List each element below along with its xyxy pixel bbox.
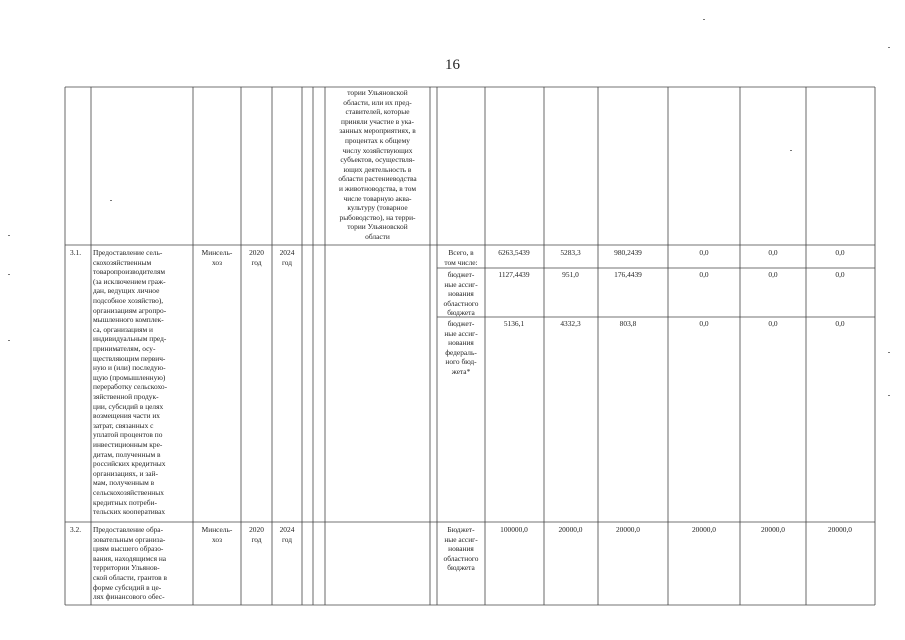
scan-speck: [110, 200, 112, 201]
funding-value: 20000,0: [691, 525, 717, 534]
text-line: зовательным организа-: [93, 534, 166, 544]
funding-value: 0,0: [768, 248, 778, 257]
funding-value: 803,8: [619, 319, 637, 328]
text-line: бюджет-: [447, 270, 475, 279]
text-line: Предоставление сель-: [93, 248, 163, 257]
funding-value: 5283,3: [560, 248, 581, 257]
text-line: год: [251, 534, 262, 544]
text-line: бюджета: [447, 563, 475, 573]
text-line: ную и (или) последую-: [93, 363, 166, 373]
text-line: приняли участие в ука-: [341, 116, 414, 126]
text-line: ющих деятельность в: [343, 164, 412, 174]
text-line: числе товарную аква-: [343, 193, 412, 203]
text-line: Всего, в: [448, 248, 474, 257]
text-line: области, или их пред-: [343, 97, 412, 107]
funding-value: 20000,0: [827, 525, 853, 534]
text-line: вания, находящимся на: [93, 553, 167, 563]
text-line: Бюджет-: [447, 525, 475, 534]
scan-speck: [888, 395, 890, 396]
scan-speck: [790, 150, 792, 151]
text-line: области: [365, 232, 390, 241]
text-line: Минсель-: [201, 248, 233, 257]
scan-speck: [8, 274, 10, 275]
funding-value: 5136,1: [503, 319, 525, 328]
text-line: щую (промышленную): [93, 372, 166, 382]
text-line: числу хозяйствующих: [342, 145, 413, 155]
text-line: нования: [448, 338, 474, 348]
text-line: нования: [448, 289, 474, 299]
text-line: областного: [443, 298, 479, 308]
text-line: субъектов, осуществля-: [340, 155, 415, 165]
text-line: хоз: [211, 534, 223, 544]
funding-value: 1127,4439: [498, 270, 530, 279]
scan-speck: [888, 352, 890, 353]
text-line: Минсель-: [201, 525, 233, 534]
text-line: ществляющим первич-: [93, 353, 166, 363]
text-line: возмещения части их: [93, 411, 160, 421]
scan-speck: [888, 47, 890, 48]
text-line: дан, ведущих личное: [93, 286, 160, 296]
text-line: сельскохозяйственных: [93, 488, 164, 497]
text-line: дитам, полученным в: [93, 449, 161, 459]
text-line: форме субсидий в це-: [93, 582, 162, 592]
page-number: 16: [445, 57, 460, 73]
text-line: год: [251, 257, 262, 267]
text-line: 2024: [279, 525, 295, 534]
funding-value: 0,0: [835, 270, 845, 279]
scan-speck: [8, 235, 10, 236]
text-line: ного бюд-: [445, 357, 477, 367]
text-line: жета*: [451, 367, 471, 376]
text-line: год: [281, 534, 293, 544]
text-line: тельских кооперативах: [93, 507, 166, 517]
text-line: переработку сельскохо-: [93, 382, 168, 392]
text-line: ные ассиг-: [444, 534, 478, 544]
funding-value: 20000,0: [760, 525, 786, 534]
funding-value: 176,4439: [614, 270, 642, 279]
text-line: 2024: [279, 248, 295, 257]
funding-value: 4332,3: [560, 319, 581, 328]
text-line: российских кредитных: [93, 459, 166, 469]
text-line: организациях, и зай-: [93, 468, 158, 478]
text-line: мам, полученным в: [93, 478, 155, 488]
text-line: области растениеводства: [338, 174, 417, 184]
funding-value: 0,0: [699, 270, 709, 279]
text-line: тории Ульяновской: [347, 88, 408, 97]
funding-value: 0,0: [768, 270, 778, 279]
text-line: бюджет-: [447, 319, 475, 328]
text-line: товаропроизводителям: [93, 267, 166, 277]
text-line: (за исключением граж-: [93, 276, 166, 286]
text-line: лях финансового обес-: [93, 592, 165, 602]
scan-speck: [8, 340, 10, 341]
text-line: 2020: [249, 248, 264, 257]
text-line: организациям агропро-: [93, 305, 167, 315]
text-line: инвестиционным кре-: [93, 440, 163, 449]
text-line: ции, субсидий в целях: [93, 401, 164, 411]
text-line: занных мероприятиях, в: [339, 126, 416, 136]
text-line: затрат, связанных с: [93, 420, 154, 430]
text-line: областного: [443, 553, 479, 563]
funding-value: 951,0: [562, 270, 579, 279]
text-line: индивидуальным пред-: [93, 334, 167, 344]
text-line: том числе:: [444, 257, 478, 267]
text-line: рыбоводство), на терри-: [339, 212, 416, 222]
text-line: культуру (товарное: [347, 203, 408, 213]
text-line: подсобное хозяйство),: [93, 296, 164, 305]
scan-speck: [703, 19, 705, 20]
text-line: процентах к общему: [345, 136, 410, 145]
funding-value: 0,0: [699, 319, 709, 328]
text-line: скохозяйственным: [93, 257, 152, 267]
funding-value: 20000,0: [615, 525, 641, 534]
funding-value: 100000,0: [500, 525, 528, 534]
funding-value: 0,0: [835, 248, 845, 257]
text-line: Предоставление обра-: [93, 525, 164, 534]
text-line: нования: [448, 544, 474, 554]
text-line: уплатой процентов по: [93, 430, 163, 440]
funding-value: 0,0: [768, 319, 778, 328]
funding-value: 0,0: [699, 248, 709, 257]
row-number: 3.2.: [70, 525, 82, 534]
funding-value: 0,0: [835, 319, 845, 328]
text-line: циям высшего образо-: [93, 544, 164, 554]
funding-value: 6263,5439: [498, 248, 530, 257]
text-line: бюджета: [447, 308, 475, 318]
text-line: тории Ульяновской: [347, 222, 408, 232]
text-line: территории Ульянов-: [93, 563, 160, 573]
text-line: ные ассиг-: [444, 279, 478, 289]
text-line: хоз: [211, 257, 223, 267]
text-line: федераль-: [445, 347, 477, 357]
text-line: кредитных потреби-: [93, 497, 157, 507]
text-line: и животноводства, в том: [338, 184, 417, 193]
text-line: зяйственной продук-: [93, 392, 159, 401]
text-line: ставителей, которые: [345, 107, 410, 117]
text-line: са, организациям и: [93, 324, 153, 334]
text-line: год: [281, 257, 293, 267]
text-line: ской области, грантов в: [93, 573, 168, 582]
text-line: принимателям, осу-: [93, 344, 156, 353]
funding-value: 20000,0: [558, 525, 583, 534]
text-line: мышленного комплек-: [93, 315, 164, 325]
row-number: 3.1.: [70, 248, 82, 257]
funding-value: 980,2439: [614, 248, 642, 257]
text-line: ные ассиг-: [444, 328, 478, 338]
text-line: 2020: [249, 525, 264, 534]
